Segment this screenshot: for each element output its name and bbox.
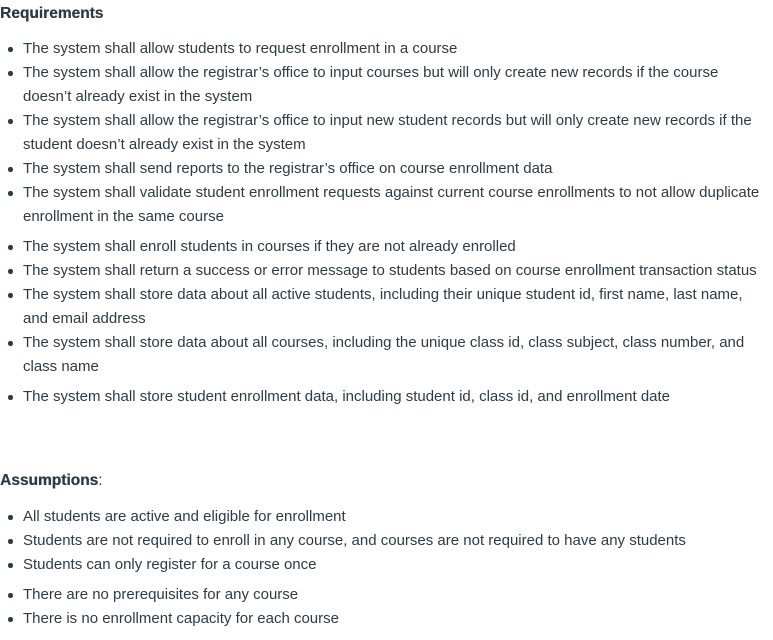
requirement-item: The system shall send reports to the registrar’s office on course enrollment data (0, 157, 773, 181)
requirement-item: The system shall return a success or error message to students based on course enrollment transaction status (0, 259, 773, 283)
assumptions-heading (0, 469, 103, 493)
assumptions-heading-text: Assumptions (0, 472, 99, 489)
requirement-item: The system shall validate student enrollment requests against current course enrollments to not allow duplicate enrollment in the same course (0, 181, 773, 229)
assumption-item: There are no prerequisites for any course (0, 583, 773, 607)
assumption-item: All students are active and eligible for enrollment (0, 505, 773, 529)
assumption-item: Students can only register for a course once (0, 553, 773, 577)
requirement-item: The system shall allow students to request enrollment in a course (0, 37, 773, 61)
assumptions-list (0, 505, 773, 631)
assumption-item: There is no enrollment capacity for each course (0, 607, 773, 631)
requirement-item: The system shall store student enrollment data, including student id, class id, and enrollment date (0, 385, 773, 409)
requirements-heading-text: Requirements (0, 5, 104, 22)
assumption-item: Students are not required to enroll in any course, and courses are not required to have any students (0, 529, 773, 553)
requirement-item: The system shall store data about all courses, including the unique class id, class subject, class number, and class name (0, 331, 773, 379)
requirements-heading (0, 2, 103, 26)
assumptions-heading-colon: : (98, 472, 103, 489)
requirements-list (0, 37, 773, 409)
requirement-item: The system shall store data about all active students, including their unique student id, first name, last name, and email address (0, 283, 773, 331)
requirement-item: The system shall allow the registrar’s office to input courses but will only create new records if the course doesn’t already exist in the system (0, 61, 773, 109)
requirement-item: The system shall enroll students in courses if they are not already enrolled (0, 235, 773, 259)
requirement-item: The system shall allow the registrar’s office to input new student records but will only create new records if the student doesn’t already exist in the system (0, 109, 773, 157)
